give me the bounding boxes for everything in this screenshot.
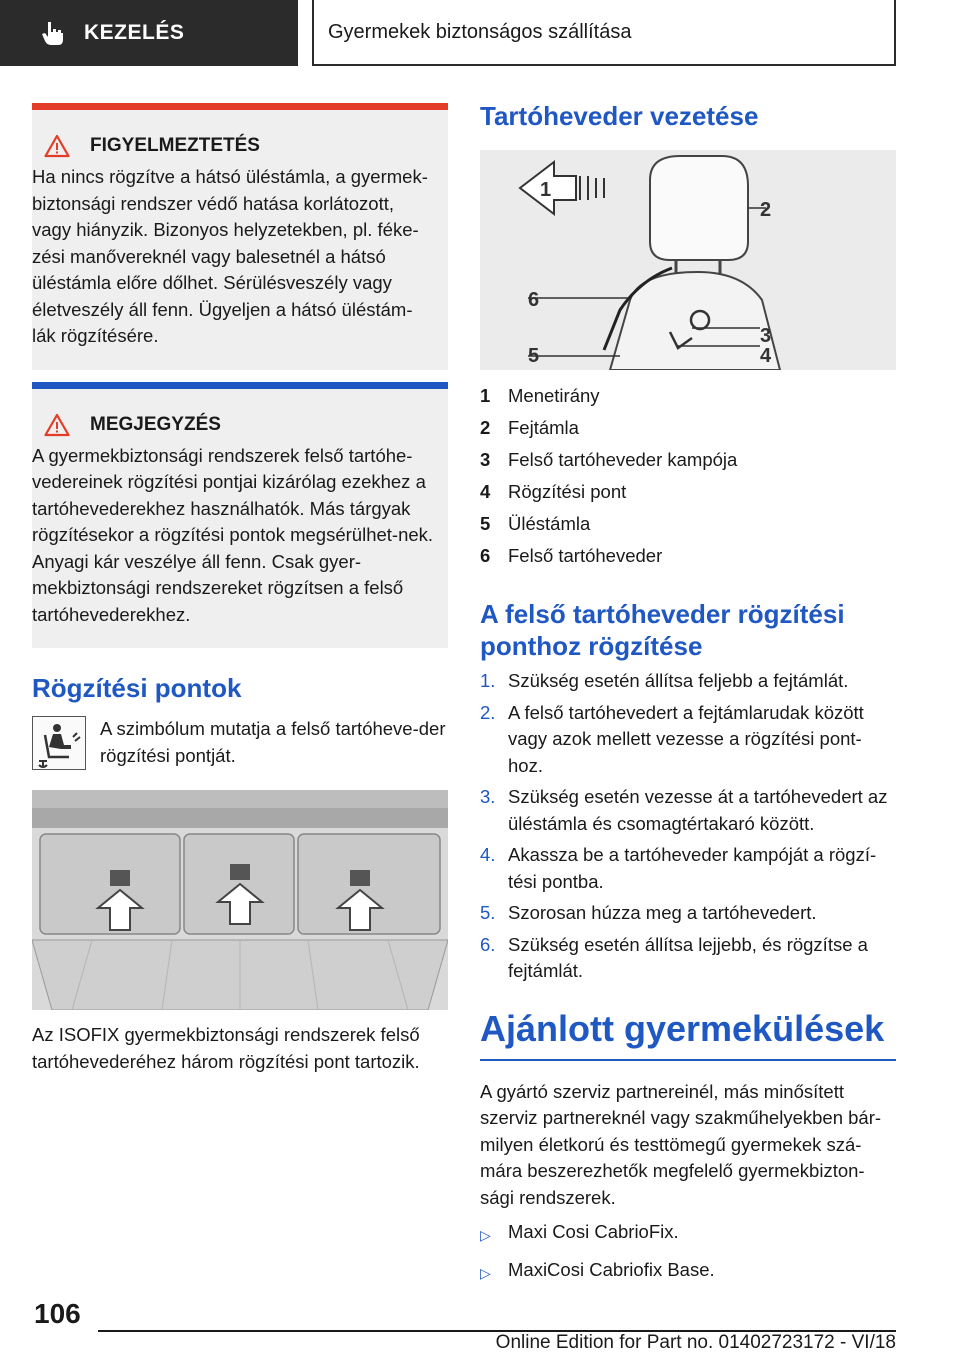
step-item: 2. A felső tartóhevedert a fejtámlarudak között vagy azok mellett vezesse a rögzítési pont-hoz. [480, 701, 864, 776]
right-column [480, 100, 896, 1286]
section-title: Gyermekek biztonságos szállítása [312, 0, 896, 66]
page-number: 106 [34, 1298, 81, 1329]
recommended-heading: Ajánlott gyermekülések [480, 1007, 896, 1061]
symbol-row [32, 716, 448, 770]
callout-1: 1 [540, 179, 552, 201]
step-item: 5. Szorosan húzza meg a tartóhevedert. [480, 902, 817, 923]
list-item: ▷ Maxi Cosi CabrioFix. [480, 1219, 896, 1249]
warning-triangle-icon [44, 413, 70, 437]
steps-list [480, 668, 896, 985]
legend-item: 3 Felső tartóheveder kampója [480, 449, 738, 470]
step-item: 6. Szükség esetén állítsa lejjebb, és rögzítse a fejtámlát. [480, 933, 868, 981]
note-box [32, 382, 448, 649]
headrest-strap-illustration [480, 150, 896, 370]
anchor-heading: Rögzítési pontok [32, 673, 242, 703]
legend-item: 6 Felső tartóheveder [480, 545, 663, 566]
note-title: MEGJEGYZÉS [90, 413, 221, 435]
symbol-description: A szimbólum mutatja a felső tartóheve-der rögzítési pontját. [100, 718, 446, 766]
callout-5: 5 [528, 345, 540, 367]
left-column [32, 103, 448, 1075]
section-tab [0, 0, 298, 66]
hand-pointer-icon [40, 20, 66, 46]
warning-box [32, 103, 448, 370]
legend-item: 5 Üléstámla [480, 513, 591, 534]
strap-heading: Tartóheveder vezetése [480, 101, 759, 131]
list-item: ▷ MaxiCosi Cabriofix Base. [480, 1257, 896, 1287]
triangle-bullet-icon: ▷ [480, 1227, 491, 1243]
edition-text: Online Edition for Part no. 01402723172 - VI/18 [495, 1332, 896, 1353]
note-text: A gyermekbiztonsági rendszerek felső tartóhe-vedereinek rögzítési pontjai kizárólag ezekhez a tartóhevederekhez használhatók. Más tárgyak rögzítésekor a rögzítési pontok megsérülhet-nek. Anyagi kár veszélye áll fenn. Csak gyer-mekbiztonsági rendszereket rögzítsen a felső tartóhevederekhez. [32, 444, 434, 625]
callout-3: 3 [760, 325, 772, 347]
legend-item: 4 Rögzítési pont [480, 481, 627, 502]
cargo-area-illustration [32, 790, 448, 1010]
step-item: 1. Szükség esetén állítsa feljebb a fejtámlát. [480, 670, 849, 691]
warning-triangle-icon [44, 134, 70, 158]
child-seat-anchor-icon [32, 716, 86, 770]
legend-list [480, 380, 896, 572]
step-item: 4. Akassza be a tartóheveder kampóját a rögzí-tési pontba. [480, 844, 877, 892]
step-item: 3. Szükség esetén vezesse át a tartóhevedert az üléstámla és csomagtértakaró között. [480, 786, 888, 834]
triangle-bullet-icon: ▷ [480, 1264, 491, 1281]
anchor-caption: Az ISOFIX gyermekbiztonsági rendszerek felső tartóhevederéhez három rögzítési pont tartozik. [32, 1024, 420, 1072]
warning-text: Ha nincs rögzítve a hátsó üléstámla, a gyermek-biztonsági rendszer védő hatása korlátozott, vagy hiányzik. Bizonyos helyzetekben, pl. féke-zési manővereknél vagy balesetnél a hátsó üléstámla előre dőlhet. Sérülésveszély vagy életveszély áll fenn. Ügyeljen a hátsó üléstám-lák rögzítésére. [32, 166, 428, 346]
legend-item: 1 Menetirány [480, 385, 600, 406]
callout-4: 4 [760, 345, 772, 367]
callout-6: 6 [528, 289, 540, 311]
section-tab-label: KEZELÉS [84, 21, 185, 44]
bullet-list [480, 1219, 896, 1286]
attach-heading: A felső tartóheveder rögzítési ponthoz rögzítése [480, 599, 845, 661]
warning-title: FIGYELMEZTETÉS [90, 135, 260, 156]
callout-2: 2 [760, 199, 772, 221]
recommended-text: A gyártó szerviz partnereinél, más minősített szerviz partnereknél vagy szakműhelyekben bár-milyen életkorú és testtömegű gyermekek szá-mára beszerezhetők megfelelő gyermekbizton-sági rendszerek. [480, 1080, 882, 1208]
legend-item: 2 Fejtámla [480, 417, 579, 438]
